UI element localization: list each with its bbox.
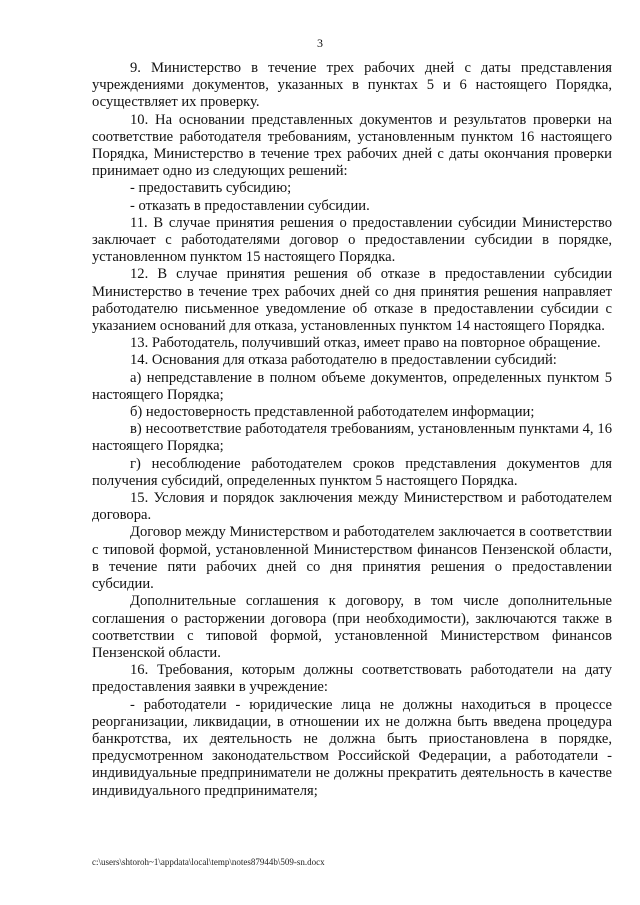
document-body xyxy=(92,60,612,800)
list-item-g: г) несоблюдение работодателем сроков представления документов для получения субсидий, определенных пунктом 5 настоящего Порядка. xyxy=(92,455,612,489)
list-item-b: б) недостоверность представленной работодателем информации; xyxy=(130,404,535,421)
paragraph-additional-agreements: Дополнительные соглашения к договору, в том числе дополнительные соглашения о расторжении договора (при необходимости), заключаются также в соответствии с типовой формой, установленной Министерством финансов Пензенской области. xyxy=(92,593,612,661)
list-item-v: в) несоответствие работодателя требованиям, установленным пунктами 4, 16 настоящего Порядка; xyxy=(92,421,612,455)
paragraph-16: 16. Требования, которым должны соответствовать работодатели на дату предоставления заявки в учреждение: xyxy=(92,662,612,696)
list-item-refuse: - отказать в предоставлении субсидии. xyxy=(130,197,370,214)
list-item-a: а) непредставление в полном объеме документов, определенных пунктом 5 настоящего Порядка; xyxy=(92,369,612,403)
paragraph-13: 13. Работодатель, получивший отказ, имеет право на повторное обращение. xyxy=(130,335,601,352)
paragraph-10: 10. На основании представленных документов и результатов проверки на соответствие работодателя требованиям, установленным пунктом 16 настоящего Порядка, Министерство в течение трех рабочих дней с даты окончания проверки принимает одно из следующих решений: xyxy=(92,111,612,180)
footer-file-path: c:\users\shtoroh~1\appdata\local\temp\notes87944b\509-sn.docx xyxy=(92,857,325,867)
paragraph-12: 12. В случае принятия решения об отказе в предоставлении субсидии Министерство в течение трех рабочих дней со дня принятия решения направляет работодателю письменное уведомление об отказе в предоставлении субсидии с указанием оснований для отказа, установленных пунктом 14 настоящего Порядка. xyxy=(92,266,612,335)
paragraph-contract: Договор между Министерством и работодателем заключается в соответствии с типовой формой, установленной Министерством финансов Пензенской области, в течение пяти рабочих дней со дня принятия решения о предоставлении субсидии. xyxy=(92,524,612,593)
list-item-requirements: - работодатели - юридические лица не должны находиться в процессе реорганизации, ликвидации, в отношении их не должна быть введена процедура банкротства, их деятельность не должна быть приостановлена в порядке, предусмотренном законодательством Российской Федерации, а работодатели - индивидуальные предприниматели не должны прекратить деятельность в качестве индивидуального предпринимателя; xyxy=(92,696,612,799)
paragraph-15: 15. Условия и порядок заключения между Министерством и работодателем договора. xyxy=(92,490,612,524)
page-number: 3 xyxy=(317,36,323,50)
paragraph-9: 9. Министерство в течение трех рабочих дней с даты представления учреждениями документов, указанных в пунктах 5 и 6 настоящего Порядка, осуществляет их проверку. xyxy=(92,60,612,111)
list-item-grant: - предоставить субсидию; xyxy=(130,180,292,197)
paragraph-11: 11. В случае принятия решения о предоставлении субсидии Министерство заключает с работодателями договор о предоставлении субсидии в порядке, установленном пунктом 15 настоящего Порядка. xyxy=(92,214,612,266)
paragraph-14: 14. Основания для отказа работодателю в предоставлении субсидий: xyxy=(130,352,557,369)
